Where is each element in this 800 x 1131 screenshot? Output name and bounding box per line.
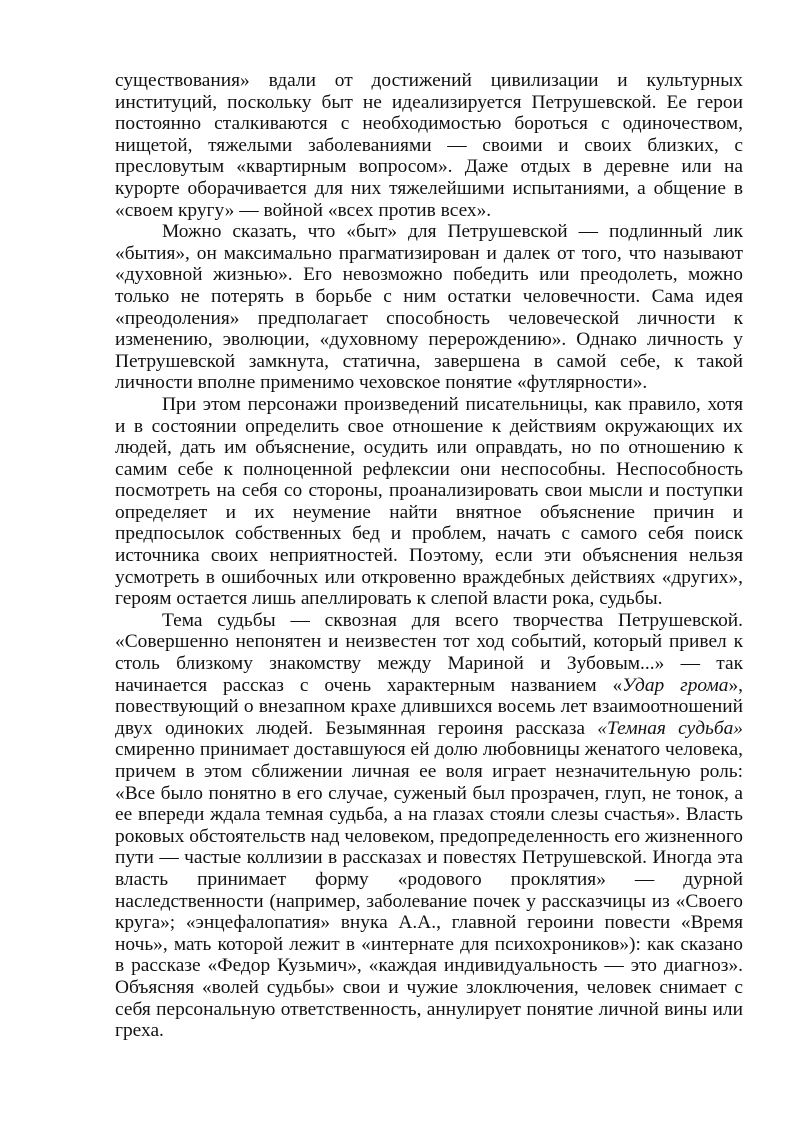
paragraph-1-text: существования» вдали от достижений цивилизации и культурных институций, поскольку быт не идеализируется Петрушевской. Ее герои постоянно сталкиваются с необходимостью бороться с одиночеством, нищетой, тяжелыми заболеваниями — своими и своих близких, с пресловутым «квартирным вопросом». Даже отдых в деревне или на курорте оборачивается для них тяжелейшими испытаниями, а общение в «своем кругу» — войной «всех против всех». bbox=[115, 70, 743, 221]
paragraph-4-text-b: », повествующий о внезапном крахе длившихся восемь лет взаимоотношений двух одиноких людей. Безымянная героиня рассказа bbox=[115, 674, 743, 739]
document-page bbox=[115, 70, 743, 1042]
paragraph-2-text: Можно сказать, что «быт» для Петрушевской — подлинный лик «бытия», он максимально прагматизирован и далек от того, что называют «духовной жизнью». Его невозможно победить или преодолеть, можно только не потерять в борьбе с ним остатки человечности. Сама идея «преодоления» предполагает способность человеческой личности к изменению, эволюции, «духовному перерождению». Однако личность у Петрушевской замкнута, статична, завершена в самой себе, к такой личности вполне применимо чеховское понятие «футлярности». bbox=[115, 221, 743, 394]
paragraph-3 bbox=[115, 394, 743, 610]
paragraph-1 bbox=[115, 70, 743, 221]
paragraph-2 bbox=[115, 221, 743, 394]
story-title-udar-groma: Удар грома bbox=[622, 674, 729, 696]
paragraph-4 bbox=[115, 610, 743, 1042]
paragraph-4-text-a: Тема судьбы — сквозная для всего творчества Петрушевской. «Совершенно непонятен и неизвестен тот ход событий, который привел к столь близкому знакомству между Мариной и Зубовым...» — так начинается рассказ с очень характерным названием « bbox=[115, 609, 743, 696]
story-title-temnaya-sudba: «Темная судьба» bbox=[597, 717, 743, 739]
paragraph-3-text: При этом персонажи произведений писательницы, как правило, хотя и в состоянии определить свое отношение к действиям окружающих их людей, дать им объяснение, осудить или оправдать, но по отношению к самим себе к полноценной рефлексии они неспособны. Неспособность посмотреть на себя со стороны, проанализировать свои мысли и поступки определяет и их неумение найти внятное объяснение причин и предпосылок собственных бед и проблем, начать с самого себя поиск источника своих неприятностей. Поэтому, если эти объяснения нельзя усмотреть в ошибочных или откровенно враждебных действиях «других», героям остается лишь апеллировать к слепой власти рока, судьбы. bbox=[115, 393, 743, 610]
paragraph-4-text-c: смиренно принимает доставшуюся ей долю любовницы женатого человека, причем в этом сближении личная ее воля играет незначительную роль: «Все было понятно в его случае, суженый был прозрачен, глуп, не тонок, а ее впереди ждала темная судьба, а на глазах стояли слезы счастья». Власть роковых обстоятельств над человеком, предопределенность его жизненного пути — частые коллизии в рассказах и повестях Петрушевской. Иногда эта власть принимает форму «родового проклятия» — дурной наследственности (например, заболевание почек у рассказчицы из «Своего круга»; «энцефалопатия» внука А.А., главной героини повести «Время ночь», мать которой лежит в «интернате для психохроников»): как сказано в рассказе «Федор Кузьмич», «каждая индивидуальность — это диагноз». Объясняя «волей судьбы» свои и чужие злоключения, человек снимает с себя персональную ответственность, аннулирует понятие личной вины или греха. bbox=[115, 739, 743, 1042]
